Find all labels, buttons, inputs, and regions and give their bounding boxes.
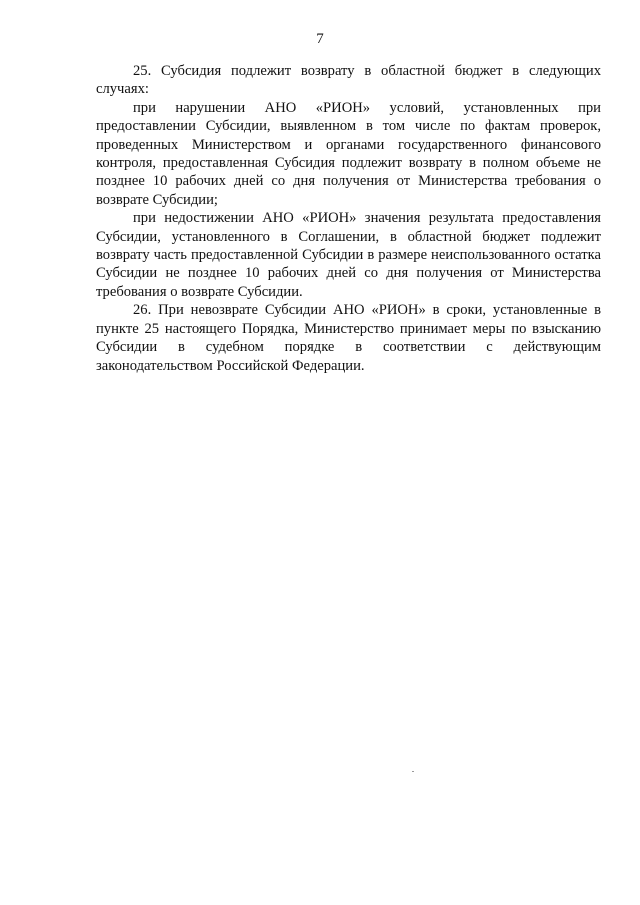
paragraph-25-case-violation: при нарушении АНО «РИОН» условий, установленных при предоставлении Субсидии, выявленном в том числе по фактам проверок, проведенных Министерством и органами государственного финансового контроля, предоставленная Субсидия подлежит возврату в полном объеме не позднее 10 рабочих дней со дня получения от Министерства требования о возврате Субсидии; — [96, 99, 601, 208]
paragraph-25-case-nonachievement: при недостижении АНО «РИОН» значения результата предоставления Субсидии, установленного в Соглашении, в областной бюджет подлежит возврату часть предоставленной Субсидии в размере неиспользованного остатка Субсидии не позднее 10 рабочих дней со дня получения от Министерства требования о возврате Субсидии. — [96, 210, 601, 300]
page-number: 7 — [316, 31, 324, 47]
paragraph-26: 26. При невозврате Субсидии АНО «РИОН» в сроки, установленные в пункте 25 настоящего Порядка, Министерство принимает меры по взысканию Субсидии в судебном порядке в соответствии с действующим законодательством Российской Федерации. — [96, 302, 601, 374]
document-body — [96, 62, 601, 375]
paragraph-25: 25. Субсидия подлежит возврату в областной бюджет в следующих случаях: — [96, 63, 601, 98]
scan-artifact-dot — [412, 771, 414, 772]
